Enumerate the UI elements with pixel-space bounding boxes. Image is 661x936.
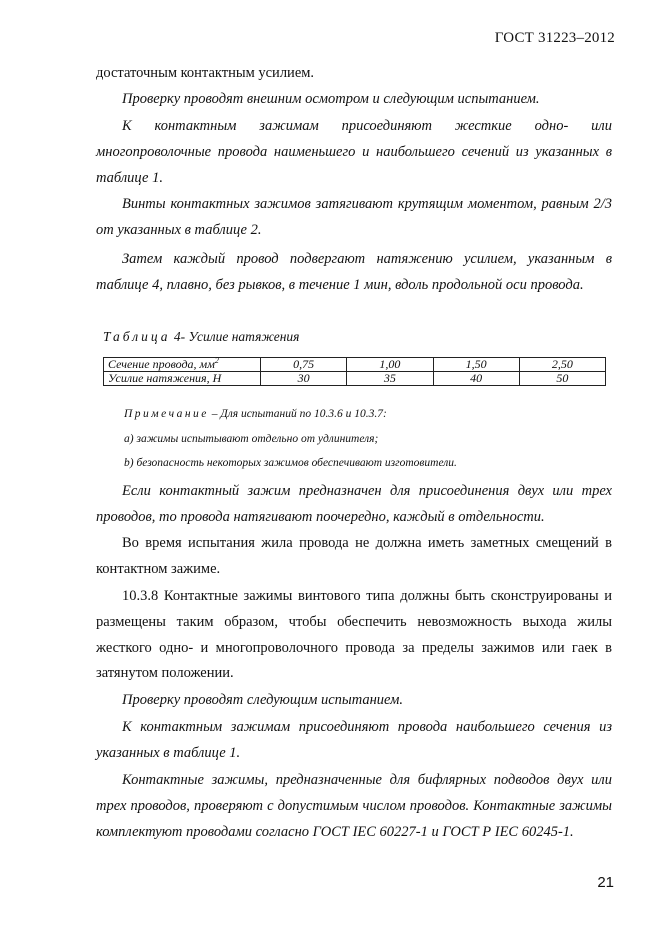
table-cell: 40 [433, 372, 519, 386]
note-intro: – Для испытаний по 10.3.6 и 10.3.7: [211, 408, 387, 420]
table-caption-text: 4- Усилие натяжения [173, 329, 300, 344]
table-row [104, 372, 606, 386]
table-cell: 2,50 [519, 358, 605, 372]
table-cell: 50 [519, 372, 605, 386]
body-paragraph: Затем каждый провод подвергают натяжению усилием, указанным в таблице 4, плавно, без рывков, в течение 1 мин, вдоль продольной оси провода. [96, 251, 612, 293]
section-10-3-8-paragraph: 10.3.8 Контактные зажимы винтового типа должны быть сконструированы и размещены таким образом, чтобы обеспечить невозможность выхода жилы жесткого одно- и многопроволочного провода за пределы зажимов или гаек в затянутом положении. [96, 588, 612, 682]
body-paragraph: Если контактный зажим предназначен для присоединения двух или трех проводов, то провода натягивают поочередно, каждый в отдельности. [96, 483, 612, 525]
table-cell: 30 [261, 372, 347, 386]
body-paragraph: Проверку проводят внешним осмотром и следующим испытанием. [122, 91, 540, 107]
table-row [104, 358, 606, 372]
body-paragraph: Проверку проводят следующим испытанием. [122, 692, 404, 708]
table-cell: 1,00 [347, 358, 433, 372]
table-cell: 35 [347, 372, 433, 386]
body-paragraph: Контактные зажимы, предназначенные для бифлярных подводов двух или трех проводов, проверяют с допустимым числом проводов. Контактные зажимы комплектуют проводами согласно ГОСТ IEC 60227-1 и ГОСТ Р IEC 60245-1. [96, 772, 612, 840]
body-paragraph: Винты контактных зажимов затягивают крутящим моментом, равным 2/3 от указанных в таблице 2. [96, 196, 612, 238]
table-row-label: Сечение провода, $мм^2$ [104, 358, 261, 372]
body-paragraph: К контактным зажимам присоединяют провода наибольшего сечения из указанных в таблице 1. [96, 719, 612, 761]
note-item: a) зажимы испытывают отдельно от удлинителя; [124, 433, 379, 445]
body-paragraph: достаточным контактным усилием. [96, 65, 315, 81]
body-paragraph: К контактным зажимам присоединяют жесткие одно- или многопроволочные провода наименьшего и наибольшего сечений из указанных в таблице 1. [96, 118, 612, 186]
page-number: 21 [597, 874, 614, 891]
tension-force-table [103, 357, 606, 386]
note-title: Примечание [124, 408, 209, 420]
table-cell: 1,50 [433, 358, 519, 372]
table-row-label: Усилие натяжения, Н [104, 372, 261, 386]
body-paragraph: Во время испытания жила провода не должна иметь заметных смещений в контактном зажиме. [96, 535, 612, 577]
table-cell: 0,75 [261, 358, 347, 372]
table-caption-word: Таблица [103, 329, 171, 344]
note-item: b) безопасность некоторых зажимов обеспечивают изготовители. [124, 457, 457, 469]
document-header: ГОСТ 31223–2012 [494, 30, 615, 46]
table-caption [103, 329, 299, 345]
note-heading [124, 408, 387, 420]
